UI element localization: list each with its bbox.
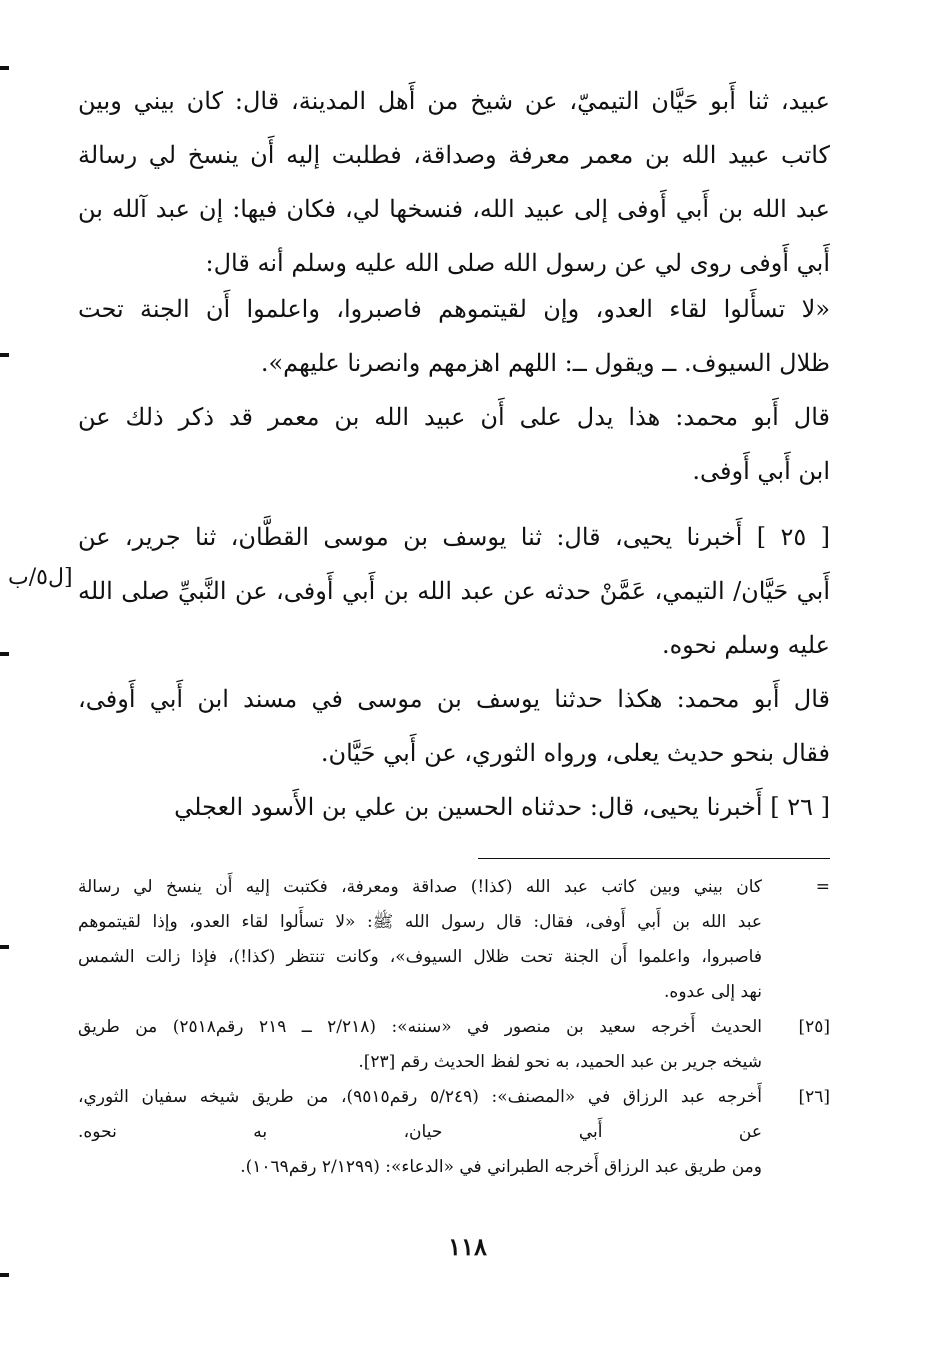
text-line: [ ٢٥ ] أَخبرنا يحيى، قال: ثنا يوسف بن موسى القطَّان، ثنا جرير، عن: [78, 523, 830, 551]
scan-edge-mark: [0, 66, 9, 70]
footnote-marker: [٢٦]: [798, 1087, 830, 1107]
paragraph: [78, 282, 830, 390]
scan-edge-mark: [0, 945, 9, 949]
footnote-line: الحديث أَخرجه سعيد بن منصور في «سننه»: (٢/٢١٨ ــ ٢١٩ رقم٢٥١٨) من طريق: [78, 1017, 762, 1037]
text-line: قال أَبو محمد: هذا يدل على أَن عبيد الله بن معمر قد ذكر ذلك عن: [78, 403, 830, 431]
text-line: [ ٢٦ ] أَخبرنا يحيى، قال: حدثناه الحسين بن علي بن الأَسود العجلي: [174, 793, 830, 821]
text-line: ظلال السيوف. ــ ويقول ــ: اللهم اهزمهم وانصرنا عليهم».: [260, 349, 830, 377]
paragraph: [78, 74, 830, 290]
text-line: عبد الله بن أَبي أَوفى إلى عبيد الله، فنسخها لي، فكان فيها: إن عبد آلله بن: [78, 195, 830, 223]
footnote: [78, 1010, 830, 1080]
footnote: [78, 1080, 830, 1185]
paragraph: [78, 780, 830, 834]
text-line: فقال بنحو حديث يعلى، ورواه الثوري، عن أَبي حَيَّان.: [320, 739, 830, 767]
text-line: قال أَبو محمد: هكذا حدثنا يوسف بن موسى في مسند ابن أَبي أَوفى،: [78, 685, 830, 713]
manuscript-folio-note: [ل٥/ب: [8, 565, 73, 590]
text-line: كاتب عبيد الله بن معمر معرفة وصداقة، فطلبت إليه أَن ينسخ لي رسالة: [78, 141, 830, 169]
paragraph: [78, 672, 830, 780]
paragraph: [78, 390, 830, 498]
footnote-line: ومن طريق عبد الرزاق أَخرجه الطبراني في «الدعاء»: (٢/١٢٩٩ رقم١٠٦٩).: [240, 1157, 762, 1177]
page-number: ١١٨: [448, 1232, 487, 1261]
footnote-line: شيخه جرير بن عبد الحميد، به نحو لفظ الحديث رقم [٢٣].: [358, 1052, 762, 1072]
footnote-line: كان بيني وبين كاتب عبد الله (كذا!) صداقة ومعرفة، فكتبت إليه أَن ينسخ لي رسالة: [78, 877, 762, 897]
footnote: [78, 870, 830, 1010]
text-line: عبيد، ثنا أَبو حَيَّان التيميّ، عن شيخ من أَهل المدينة، قال: كان بيني وبين: [78, 87, 830, 115]
text-line: ابن أَبي أَوفى.: [692, 457, 830, 485]
footnote-marker: =: [815, 877, 830, 897]
scan-edge-mark: [0, 353, 9, 357]
footnote-separator: [478, 858, 830, 859]
text-line: أَبي أَوفى روى لي عن رسول الله صلى الله عليه وسلم أنه قال:: [205, 249, 830, 277]
text-line: أَبي حَيَّان/ التيمي، عَمَّنْ حدثه عن عبد الله بن أَبي أَوفى، عن النَّبيِّ صلى الله: [78, 577, 830, 605]
scan-edge-mark: [0, 1273, 9, 1277]
footnote-line: فاصبروا، واعلموا أَن الجنة تحت ظلال السيوف»، وكانت تنتظر (كذا!)، فإذا زالت الشمس: [78, 947, 762, 967]
footnote-marker: [٢٥]: [798, 1017, 830, 1037]
paragraph: [78, 510, 830, 672]
footnote-line: عبد الله بن أَبي أَوفى، فقال: قال رسول الله ﷺ: «لا تسأَلوا لقاء العدو، وإذا لقيتموهم: [78, 912, 762, 932]
text-line: «لا تسأَلوا لقاء العدو، وإن لقيتموهم فاصبروا، واعلموا أَن الجنة تحت: [78, 295, 830, 323]
footnote-line: أَخرجه عبد الرزاق في «المصنف»: (٥/٢٤٩ رقم٩٥١٥)، من طريق شيخه سفيان الثوري،: [78, 1087, 762, 1107]
footnote-line: نهد إلى عدوه.: [664, 982, 762, 1002]
text-line: عليه وسلم نحوه.: [661, 631, 830, 659]
footnote-line: عن أَبي حيان، به نحوه.: [78, 1122, 762, 1142]
scan-edge-mark: [0, 652, 9, 656]
